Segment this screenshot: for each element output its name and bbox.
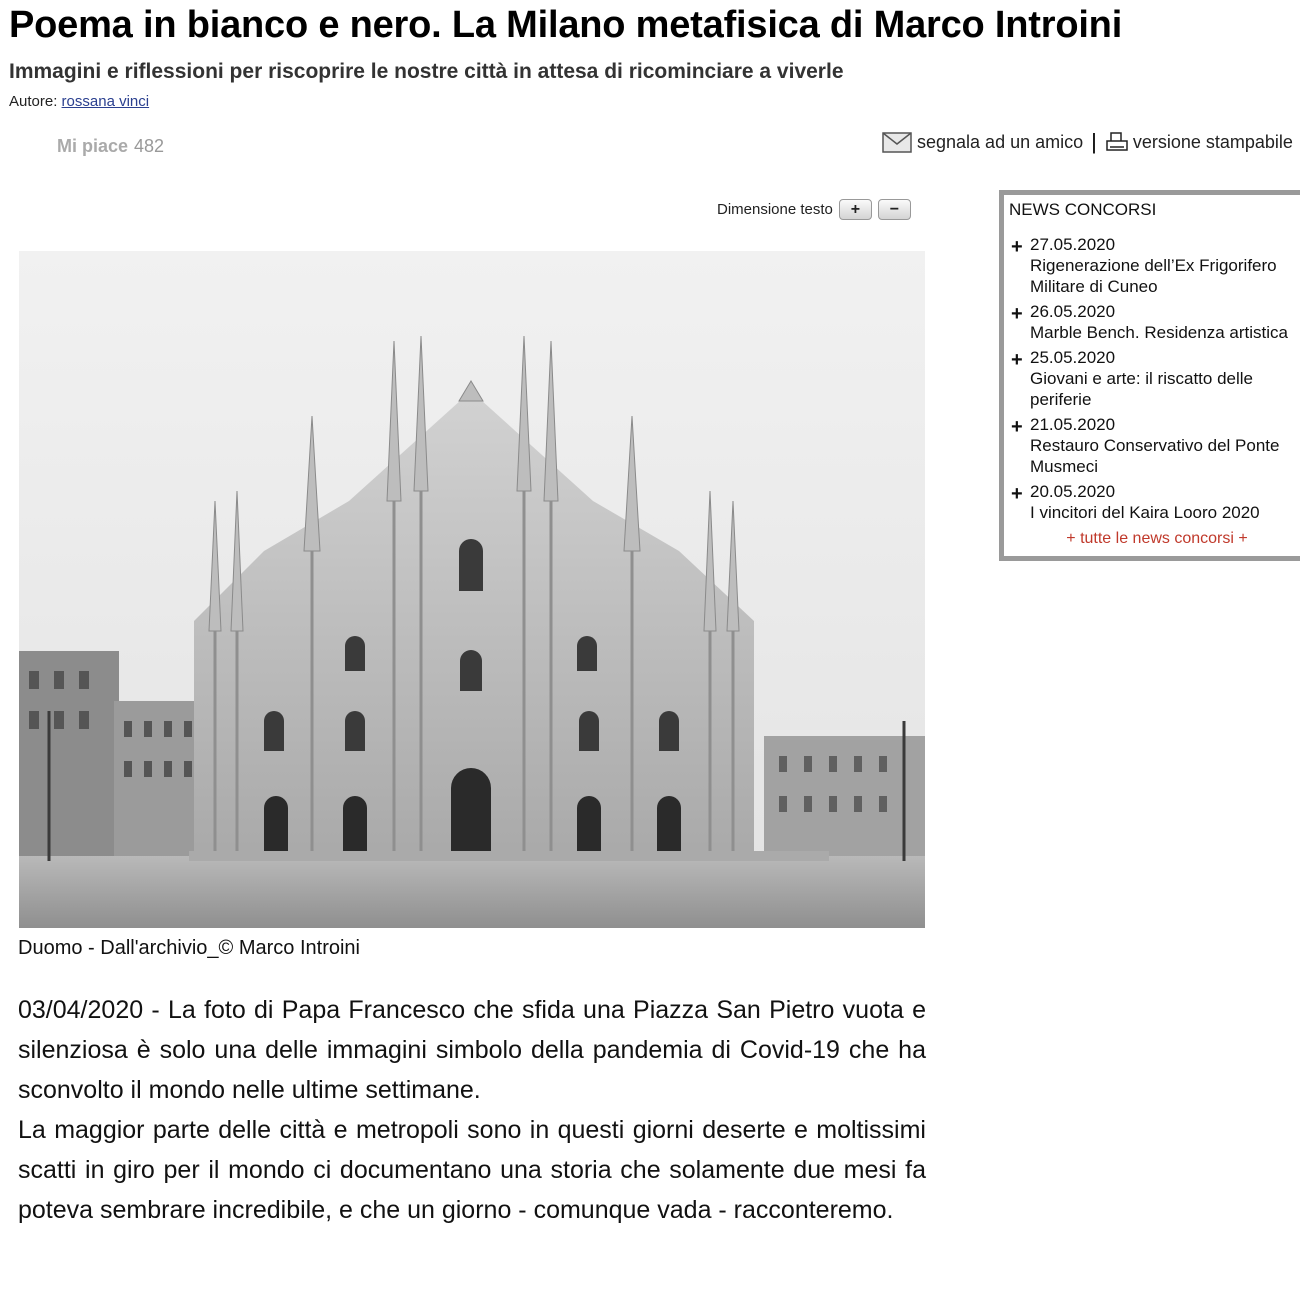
article-subtitle: Immagini e riflessioni per riscoprire le nostre città in attesa di ricominciare a viverle bbox=[9, 60, 844, 83]
text-size-control bbox=[717, 199, 911, 220]
body-paragraph-2: La maggior parte delle città e metropoli sono in questi giorni deserte e moltissimi scatti in giro per il mondo ci documentano una storia che solamente due mesi fa poteva sembrare incredibile, e che un giorno - comunque vada - racconteremo. bbox=[18, 1116, 926, 1224]
plus-icon: + bbox=[1011, 483, 1023, 505]
print-label: versione stampabile bbox=[1132, 131, 1293, 152]
news-date: 25.05.2020 bbox=[1030, 348, 1116, 367]
news-item[interactable] bbox=[1004, 234, 1300, 301]
news-date: 27.05.2020 bbox=[1030, 235, 1116, 254]
duomo-photo bbox=[19, 251, 925, 928]
news-concorsi-box bbox=[999, 190, 1300, 561]
news-title-link[interactable]: Restauro Conservativo del Ponte Musmeci bbox=[1030, 436, 1280, 476]
share-with-friend-link[interactable] bbox=[882, 132, 1083, 153]
increase-text-button[interactable]: + bbox=[839, 199, 872, 220]
share-label: segnala ad un amico bbox=[917, 131, 1084, 152]
news-title-link[interactable]: Rigenerazione dell’Ex Frigorifero Militare di Cuneo bbox=[1030, 256, 1277, 296]
news-title-link[interactable]: I vincitori del Kaira Looro 2020 bbox=[1030, 503, 1260, 522]
author-link[interactable]: rossana vinci bbox=[61, 93, 150, 110]
article-title: Poema in bianco e nero. La Milano metafisica di Marco Introini bbox=[9, 4, 1123, 46]
body-paragraph-1: 03/04/2020 - La foto di Papa Francesco che sfida una Piazza San Pietro vuota e silenziosa è solo una delle immagini simbolo della pandemia di Covid-19 che ha sconvolto il mondo nelle ultime settimane. bbox=[18, 996, 926, 1104]
article-body bbox=[18, 990, 926, 1230]
news-title-link[interactable]: Giovani e arte: il riscatto delle periferie bbox=[1030, 369, 1253, 409]
printer-icon bbox=[1105, 131, 1129, 153]
all-news-link[interactable]: + tutte le news concorsi + bbox=[1066, 530, 1248, 547]
news-list bbox=[1004, 234, 1300, 527]
like-count: 482 bbox=[134, 136, 165, 156]
author-line bbox=[9, 93, 149, 110]
like-label[interactable]: Mi piace bbox=[57, 136, 129, 156]
news-item[interactable] bbox=[1004, 347, 1300, 414]
photo-caption: Duomo - Dall'archivio_© Marco Introini bbox=[18, 937, 361, 959]
plus-icon: + bbox=[1011, 303, 1023, 325]
news-box-title: NEWS CONCORSI bbox=[1009, 200, 1157, 219]
news-item[interactable] bbox=[1004, 481, 1300, 527]
news-item[interactable] bbox=[1004, 301, 1300, 347]
author-label: Autore: bbox=[9, 93, 58, 110]
news-date: 21.05.2020 bbox=[1030, 415, 1116, 434]
plus-icon: + bbox=[1011, 236, 1023, 258]
news-title-link[interactable]: Marble Bench. Residenza artistica bbox=[1030, 323, 1288, 342]
print-version-link[interactable] bbox=[1105, 131, 1293, 153]
news-item[interactable] bbox=[1004, 414, 1300, 481]
envelope-icon bbox=[882, 132, 912, 153]
plus-icon: + bbox=[1011, 416, 1023, 438]
like-widget[interactable] bbox=[57, 136, 164, 157]
article-tools bbox=[882, 129, 1293, 155]
news-date: 20.05.2020 bbox=[1030, 482, 1116, 501]
news-date: 26.05.2020 bbox=[1030, 302, 1116, 321]
plus-icon: + bbox=[1011, 349, 1023, 371]
text-size-label: Dimensione testo bbox=[717, 201, 833, 218]
decrease-text-button[interactable]: − bbox=[878, 199, 911, 220]
tools-separator: | bbox=[1091, 129, 1097, 154]
